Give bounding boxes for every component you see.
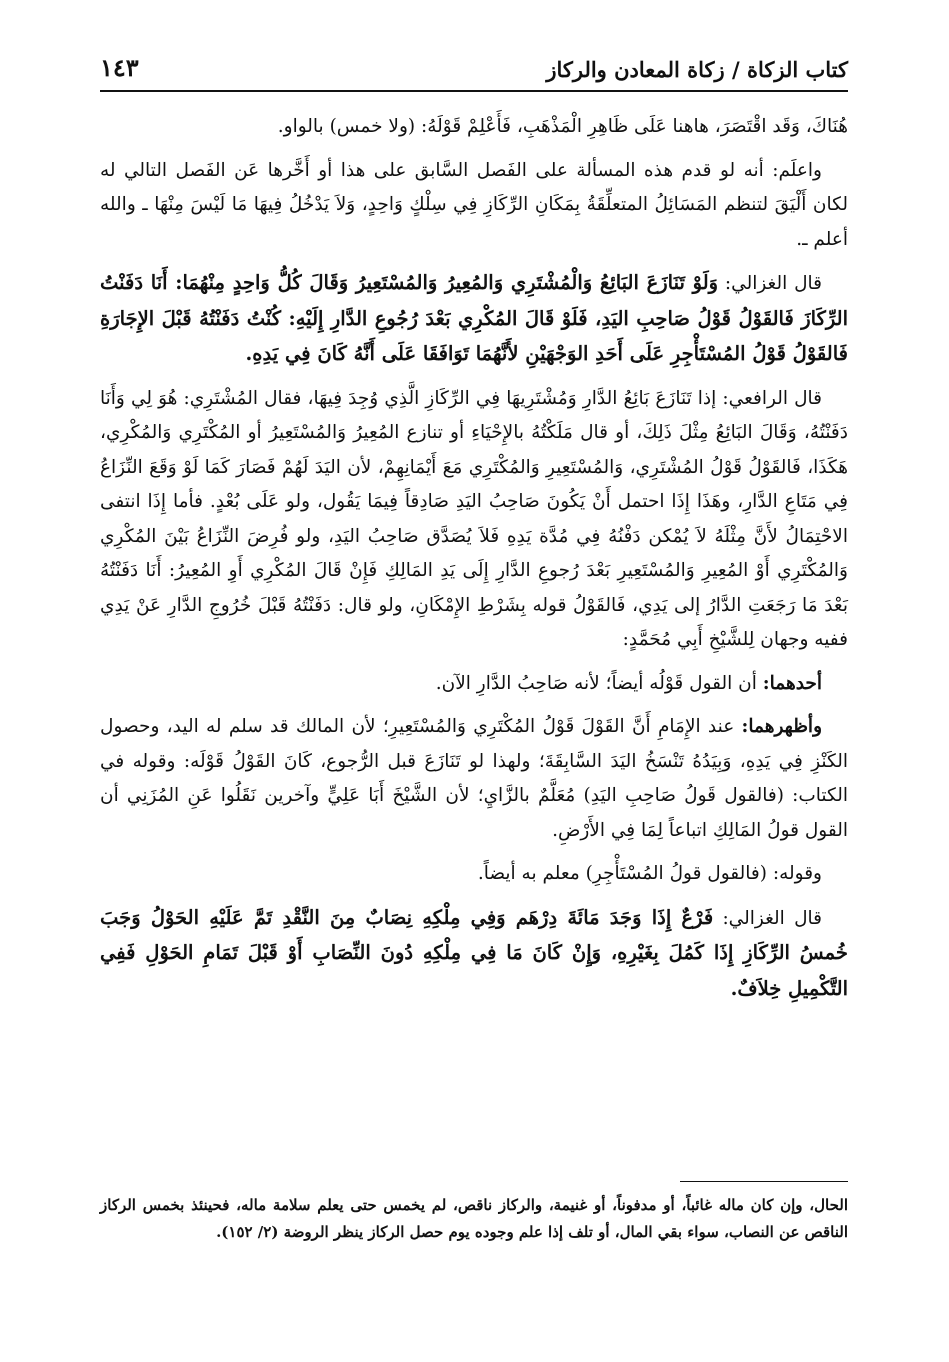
view-label: وأظهرهما: [741, 716, 822, 737]
paragraph: واعلَم: أنه لو قدم هذه المسألة على الفَصل السَّابق على هذا أو أَخَّرها عَن الفَصل التالي له لكان أَلْيَقَ لتنظم المَسَائِلُ المتعلِّقَةُ بِمَكَانِ الرِّكَازِ فِي سِلْكٍ وَاحِدٍ، وَلاَ يَدْخُلُ فِيهَا مَا لَيْسَ مِنْهَا ـ والله أعلم ـ. [100, 159, 848, 250]
quote-text: فَرْعٌ إِذَا وَجَدَ مَائَةَ دِرْهَم وَفِي مِلْكِهِ نِصَابٌ مِنَ النَّقْدِ تَمَّ عَلَيْهِ الحَوْلُ وَجَبَ خُمسُ الرِّكَازِ إِذَا كَمُلَ بِغَيْرِهِ، وَإِنْ كَانَ مَا فِي مِلْكِهِ دُونَ النِّصَابِ أَوْ قَبْلَ تَمَامِ الحَوْلِ فَفِي التَّكْمِيلِ خِلاَفٌ. [100, 905, 848, 1000]
view-text: أن القول قَوْلُه أيضاً؛ لأنه صَاحِبُ الدَّارِ الآن. [435, 672, 757, 694]
commentary-text: إذا تَنَازَعَ بَائِعُ الدَّارِ وَمُشْتَرِيهَا فِي الرِّكَازِ الَّذِي وُجِدَ فِيهَا، فقال المُشْتَرِي: هُوَ لِي وَأَنَا دَفَنْتُهُ، وَقَالَ البَائِعُ مِثْلَ ذَلِكَ، أو قال مَلَكْتُهُ بالإِحْيَاءِ أو تنازع المُعِيرُ وَالمُسْتَعِيرُ أو المُكْتَرِي وَالمُكْرِي، هَكَذَا، فَالقَوْلُ قَوْلُ المُشْتَرِي، وَالمُسْتَعِيرِ وَالمُكْتَرِي مَعَ أَيْمَانِهِمْ، لأن اليَدَ لَهُمْ فَصَارَ كَمَا لَوْ وَقَعَ النِّزَاعُ فِي مَتَاعِ الدَّارِ، وهَذَا إِذَا احتمل أَنْ يَكُونَ صَاحِبُ اليَدِ صَادِقاً فِيمَا يَقُول، ولو عَلَى بُعْدٍ. فأما إِذَا انتفى الاحْتِمَالُ لأَنَّ مِثْلَهُ لاَ يُمْكن دَفْنُهُ فِي مُدَّة يَدِهِ فَلاَ يُصَدَّق صَاحِبُ اليَدِ، ولو فُرِضَ النِّزَاعُ بَيْنَ المُكْرِي وَالمُكْتَرِي أَوْ المُعِيرِ وَالمُسْتَعِيرِ بَعْدَ رُجوعِ الدَّارِ إِلَى يَدِ المَالِكِ فَإِنْ قَالَ المُكْرِي أَوِ المُعِيرُ: أَنَا دَفَنْتُهُ بَعْدَ مَا رَجَعَتِ الدَّارُ إلى يَدِي، فَالقَوْلُ قوله بِشَرْطِ الإِمْكَانِ، ولو قال: دَفَنْتُهُ قَبْلَ خُرُوجِ الدَّارِ عَنْ يَدِي ففيه وجهان لِلشَّيْخِ أَبِي مُحَمَّدٍ: [100, 387, 848, 650]
paragraph: هُنَاكَ، وَقَد اقْتَصَرَ، هاهنا عَلَى ظَاهِرِ الْمَذْهَبِ، فَأَعْلِمْ قَوْلَهُ: (ولا خمس) بالواو. [277, 116, 848, 137]
footnote: الحال، وإن كان ماله غائباً، أو مدفوناً، أو غنيمة، والركاز ناقص، لم يخمس حتى يعلم سلامة ماله، فحينئذ بخمس الركاز الناقص عن النصاب، سواء بقي المال، أو تلف إذا علم وجوده يوم حصل الركاز ينظر الروضة (٢/ ١٥٢). [100, 1196, 848, 1241]
ghazali-quote [100, 266, 848, 373]
view-text: عند الإِمَامِ أَنَّ القَوْلَ قَوْلُ المُكْتَرِي وَالمُسْتَعِيرِ؛ لأن المالك قد سلم له اليد، وحصول الكَنْزِ فِي يَدِهِ، وَبِيَدُهُ تَنْسَخُ اليَدَ السَّابِقَةَ؛ ولهذا لو تَنَازَعَ قبل الرُّجوع، كَانَ القَوْلُ قَوْلَه: وقوله في الكتاب: (فالقول قَولُ صَاحِبِ اليَدِ) مُعَلَّمٌ بالزَّايِ؛ لأن الشَّيْخَ أَبَا عَلِيٍّ وآخرين نَقَلُوا عَنِ المُزَنِي أن القول قولُ المَالِكِ اتباعاً لِمَا فِي الأَرْضِ. [100, 716, 848, 841]
quote-text: وَلَوْ تَنَازَعَ البَائِعُ وَالْمُشْتَرِي وَالمُعِيرُ وَالمُسْتَعِيرُ وَقَالَ كُلُّ وَاحِدٍ مِنْهُمَا: أَنَا دَفَنْتُ الرِّكَازَ فَالقَوْلُ قَوْلُ صَاحِبِ اليَدِ، فَلَوْ قَالَ المُكْرِي بَعْدَ رُجُوعِ الدَّارِ إِلَيْهِ: كُنْتُ دَفَنْتُهُ قَبْلَ الإِجَارَةِ فَالقَوْلُ قَوْلُ المُسْتَأْجِرِ عَلَى أَحَدِ الوَجْهَيْنِ لأَنَّهُمَا تَوَافَقَا عَلَى أَنَّهُ كَانَ فِي يَدِهِ. [100, 271, 848, 365]
footnote-divider [680, 1181, 848, 1182]
page-number: ١٤٣ [100, 53, 139, 82]
speaker-label: قال الرافعي: [722, 387, 822, 409]
paragraph: وقوله: (فالقول قولُ المُسْتَأْجِرِ) معلم به أيضاً. [477, 863, 822, 884]
ghazali-quote [100, 901, 848, 1008]
rafii-commentary [100, 382, 848, 658]
second-view [100, 710, 848, 848]
speaker-label: قال الغزالي: [722, 907, 823, 929]
speaker-label: قال الغزالي: [724, 273, 822, 294]
main-text [100, 110, 848, 1007]
view-label: أحدهما: [762, 672, 822, 694]
header-title: كتاب الزكاة / زكاة المعادن والركاز [546, 57, 848, 82]
page [100, 48, 848, 1241]
first-view [100, 667, 848, 702]
running-head [100, 48, 848, 92]
